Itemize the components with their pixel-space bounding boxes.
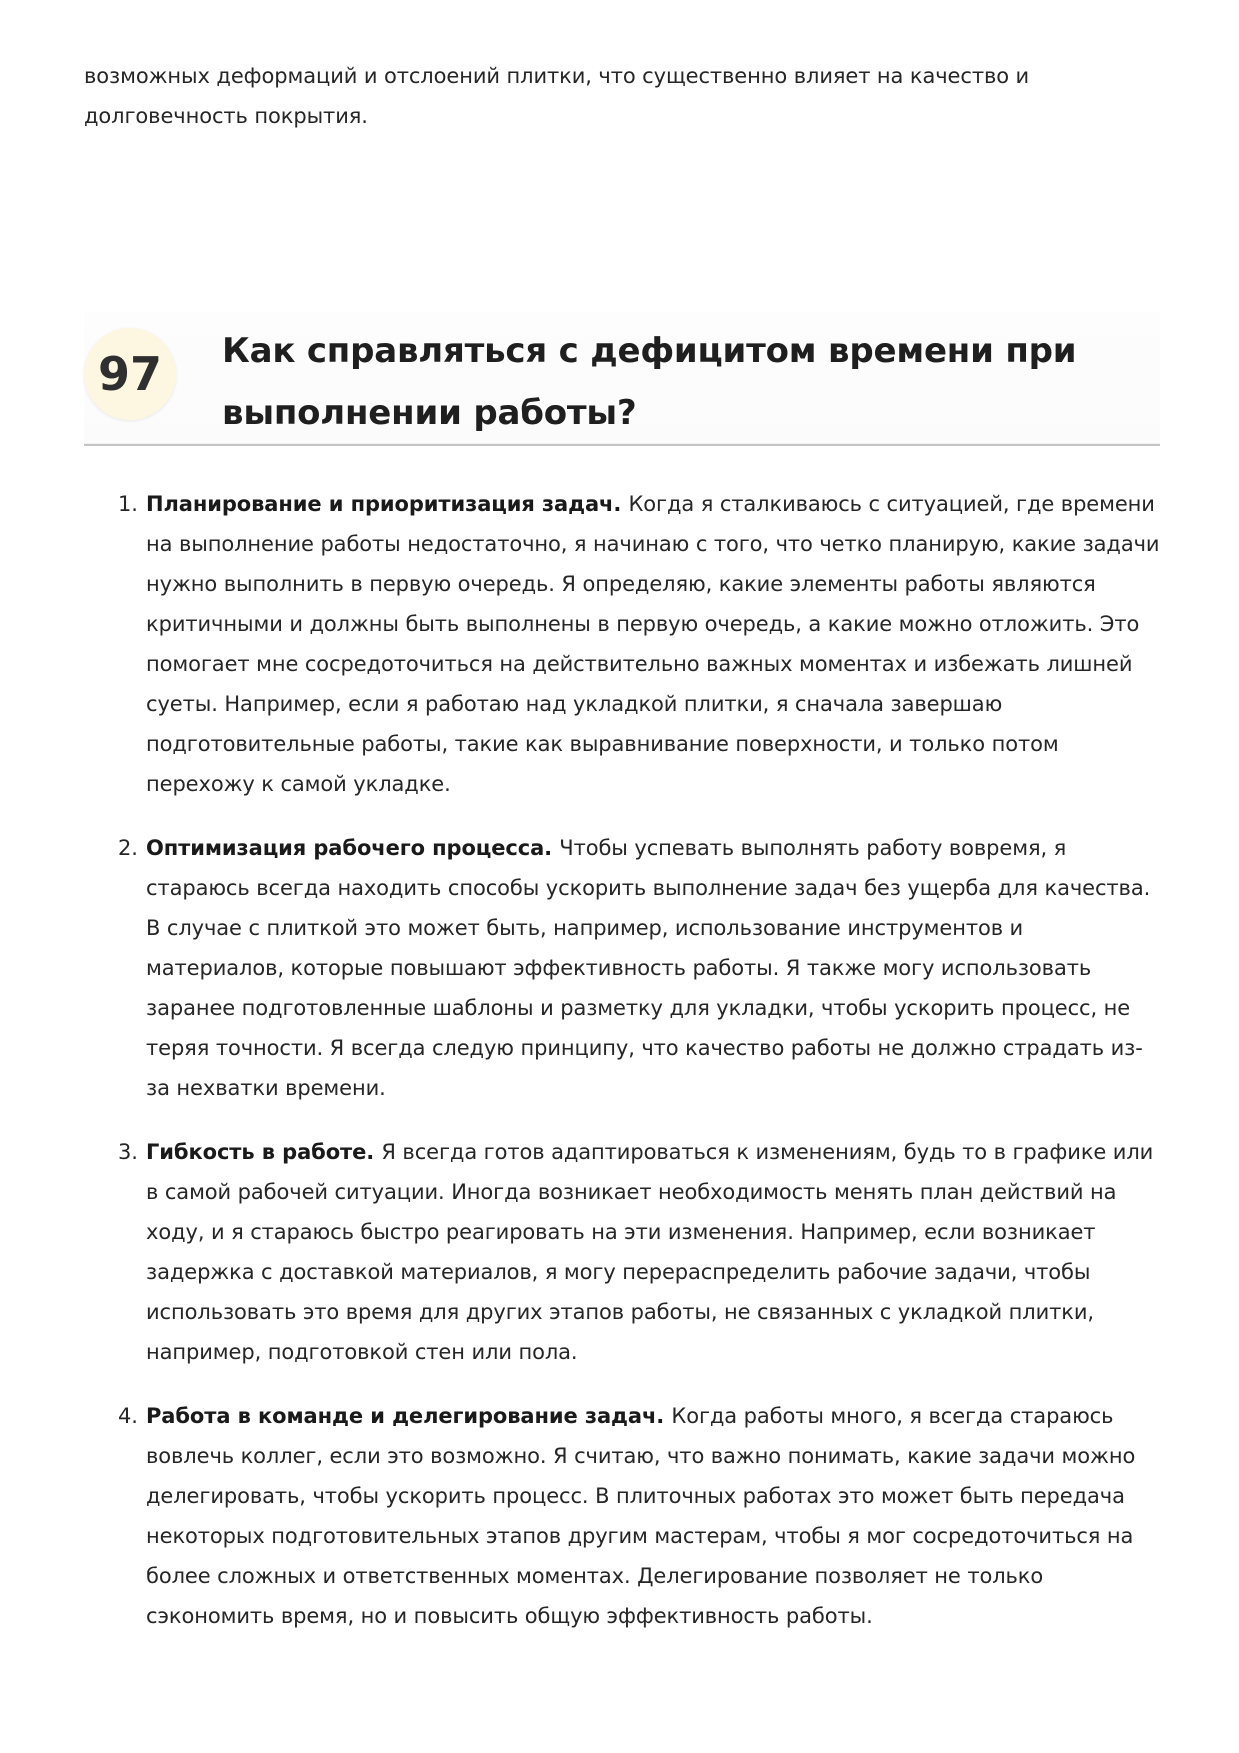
list-item — [84, 828, 1160, 1108]
list-item-text: Когда работы много, я всегда стараюсь вовлечь коллег, если это возможно. Я считаю, что важно понимать, какие задачи можно делегировать, чтобы ускорить процесс. В плиточных работах это может быть передача некоторых подготовительных этапов другим мастерам, чтобы я мог сосредоточиться на более сложных и ответственных моментах. Делегирование позволяет не только сэкономить время, но и повысить общую эффективность работы. — [146, 1404, 1136, 1628]
intro-paragraph: возможных деформаций и отслоений плитки, что существенно влияет на качество и долговечность покрытия. — [84, 64, 1030, 128]
section-title: Как справляться с дефицитом времени при выполнении работы? — [222, 331, 1077, 433]
list-item — [84, 1396, 1160, 1636]
list-item-number: 2. — [118, 836, 138, 860]
question-number-badge: 97 — [84, 328, 176, 420]
list-item-lead: Планирование и приоритизация задач. — [146, 492, 629, 516]
section-header — [84, 312, 1160, 446]
list-item-text: Чтобы успевать выполнять работу вовремя, я стараюсь всегда находить способы ускорить выполнение задач без ущерба для качества. В случае с плиткой это может быть, например, использование инструментов и материалов, которые повышают эффективность работы. Я также могу использовать заранее подготовленные шаблоны и разметку для укладки, чтобы ускорить процесс, не теряя точности. Я всегда следую принципу, что качество работы не должно страдать из-за нехватки времени. — [146, 836, 1151, 1100]
list-item — [84, 1132, 1160, 1372]
intro-block — [84, 56, 1160, 136]
list-item-lead: Оптимизация рабочего процесса. — [146, 836, 560, 860]
list-item-text: Когда я сталкиваюсь с ситуацией, где времени на выполнение работы недостаточно, я начинаю с того, что четко планирую, какие задачи нужно выполнить в первую очередь. Я определяю, какие элементы работы являются критичными и должны быть выполнены в первую очередь, а какие можно отложить. Это помогает мне сосредоточиться на действительно важных моментах и избежать лишней суеты. Например, если я работаю над укладкой плитки, я сначала завершаю подготовительные работы, такие как выравнивание поверхности, и только потом перехожу к самой укладке. — [146, 492, 1160, 796]
list-item-number: 3. — [118, 1140, 138, 1164]
list-item-lead: Гибкость в работе. — [146, 1140, 382, 1164]
list-item-number: 4. — [118, 1404, 138, 1428]
answer-list — [84, 484, 1160, 1660]
list-item — [84, 484, 1160, 804]
list-item-number: 1. — [118, 492, 138, 516]
list-item-lead: Работа в команде и делегирование задач. — [146, 1404, 672, 1428]
list-item-text: Я всегда готов адаптироваться к изменениям, будь то в графике или в самой рабочей ситуации. Иногда возникает необходимость менять план действий на ходу, и я стараюсь быстро реагировать на эти изменения. Например, если возникает задержка с доставкой материалов, я могу перераспределить рабочие задачи, чтобы использовать это время для других этапов работы, не связанных с укладкой плитки, например, подготовкой стен или пола. — [146, 1140, 1154, 1364]
